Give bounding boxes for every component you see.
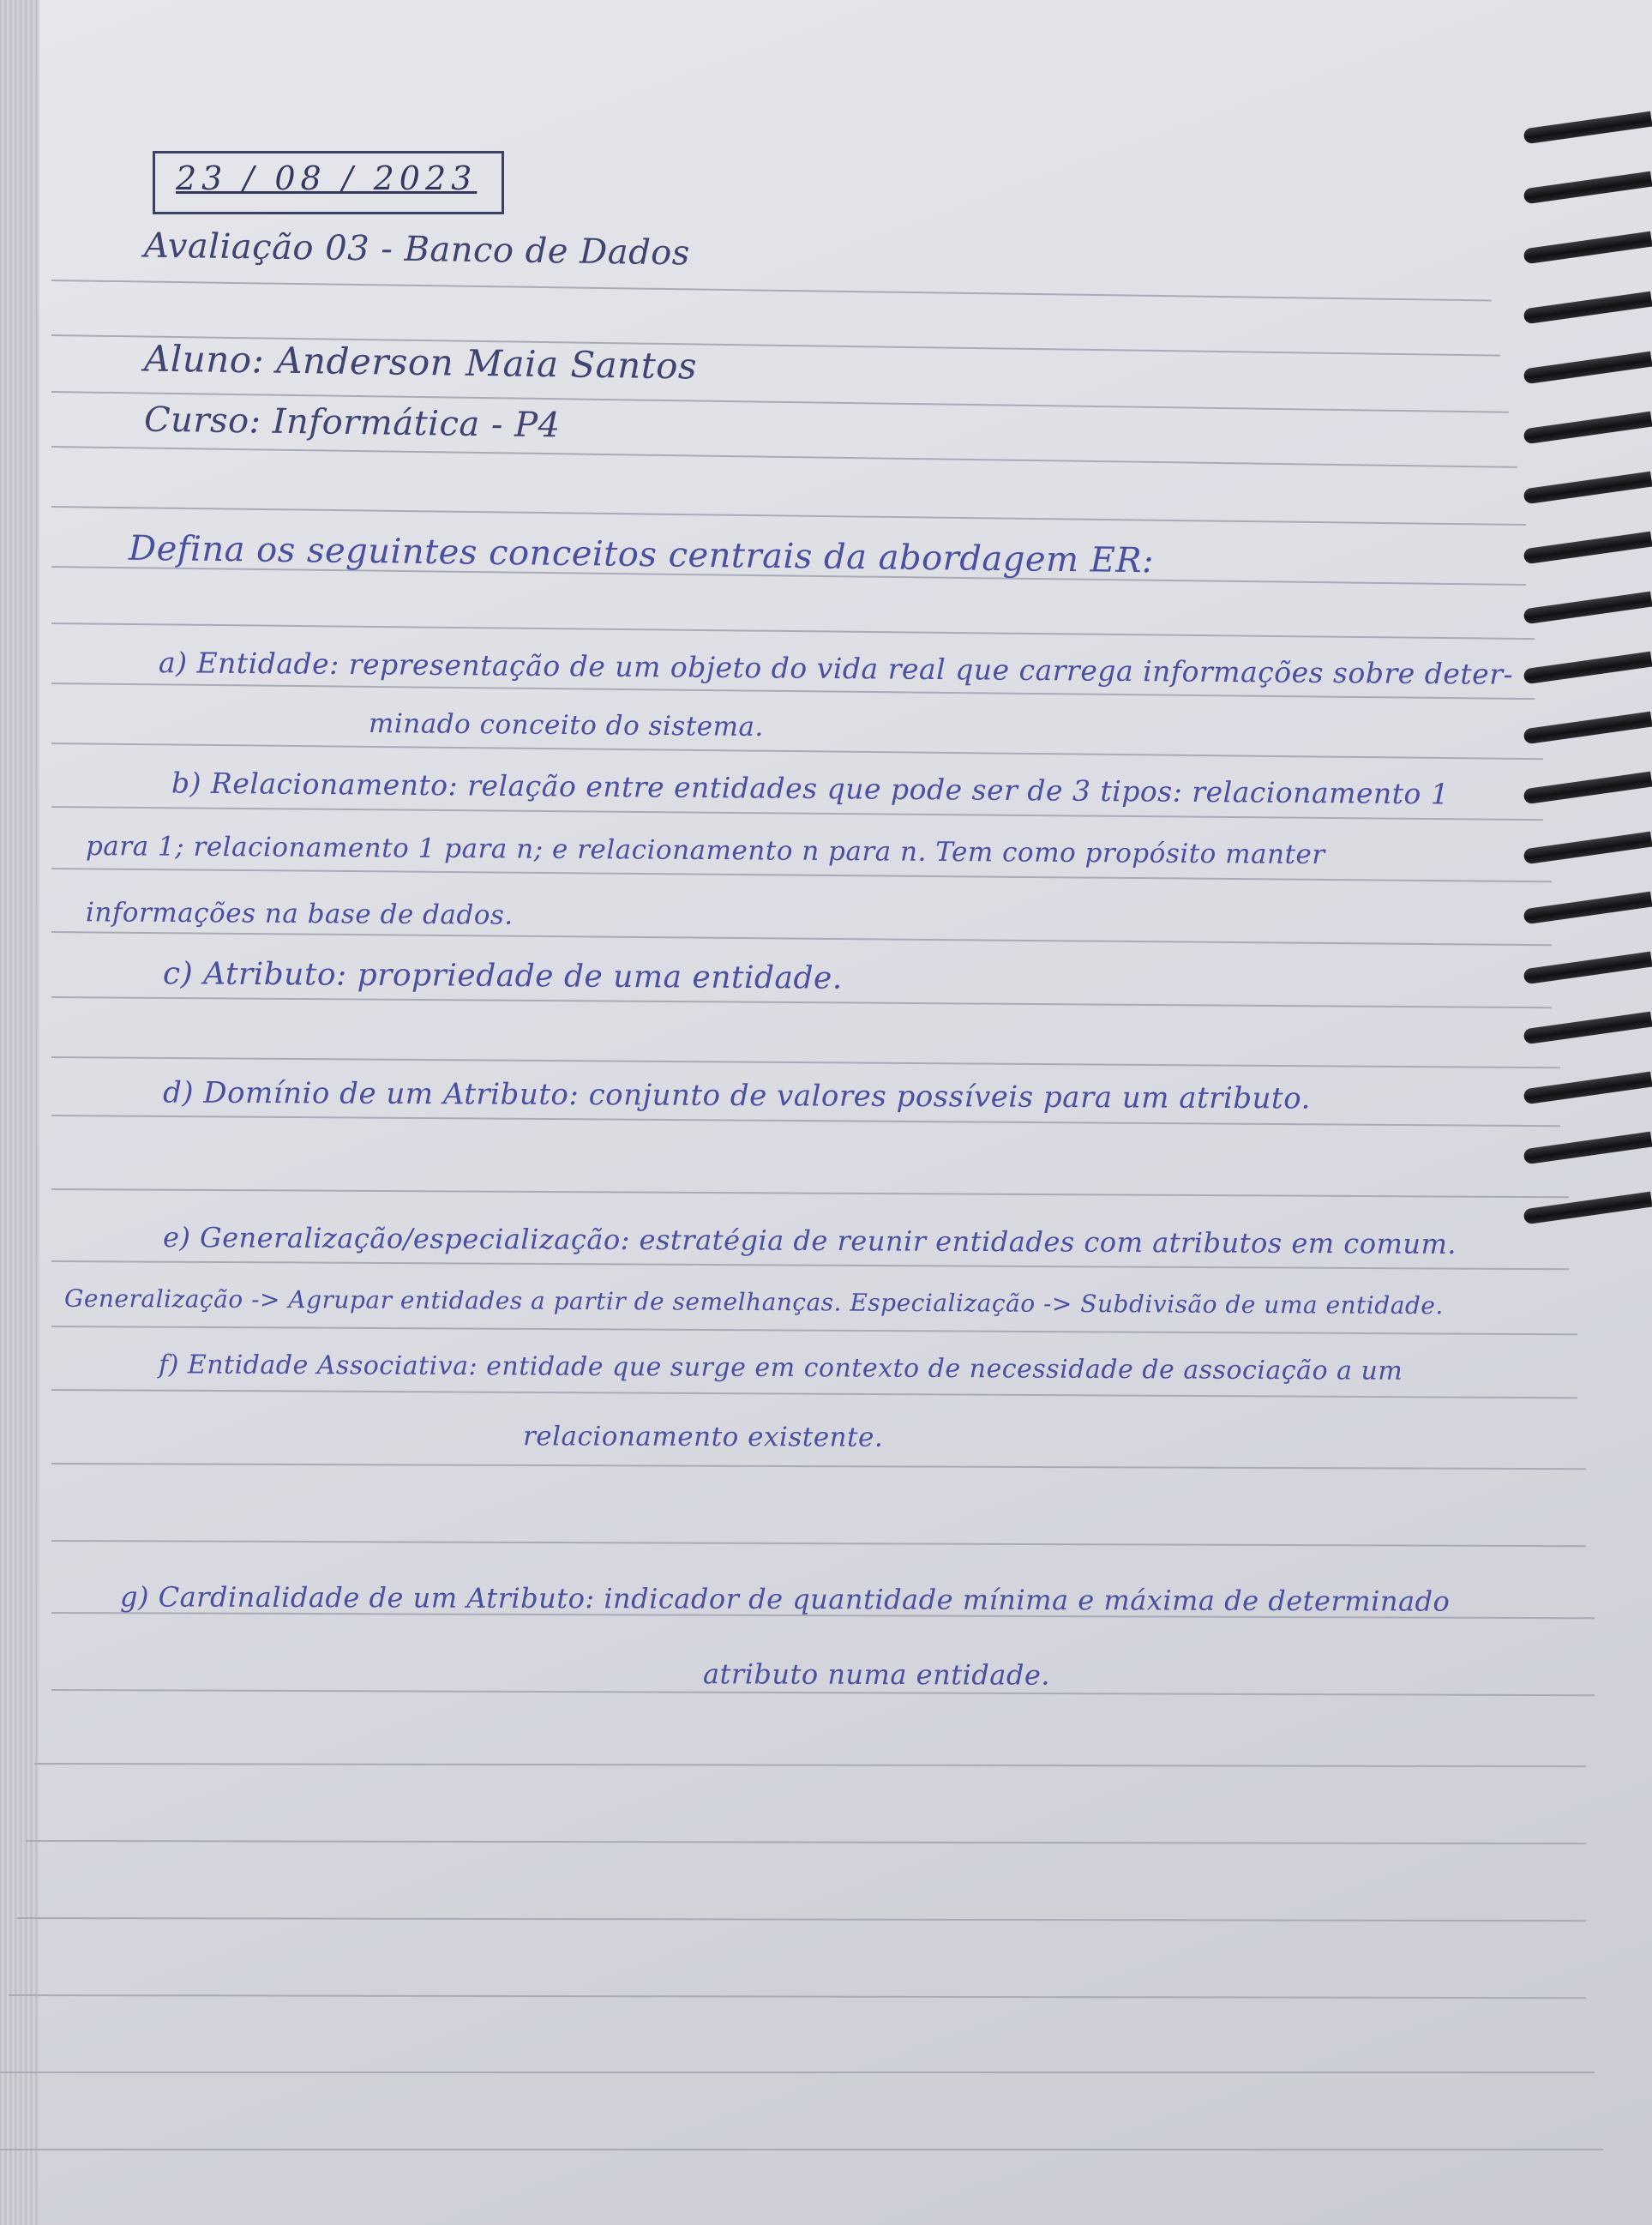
ruled-line	[0, 2149, 1603, 2150]
spiral-coil	[1523, 412, 1652, 445]
answer-b-line3: informações na base de dados.	[85, 897, 514, 931]
spiral-coil	[1523, 1132, 1652, 1165]
spiral-binding	[1498, 0, 1652, 2225]
answer-e-line2: Generalização -> Agrupar entidades a partir de semelhanças. Especialização -> Subdivisão de uma entidade.	[63, 1284, 1444, 1320]
answer-c-line1: c) Atributo: propriedade de uma entidade.	[162, 956, 843, 996]
spiral-coil	[1523, 472, 1652, 505]
ruled-line	[51, 446, 1517, 468]
answer-a-line1: a) Entidade: representação de um objeto do vida real que carrega informações sobre deter-	[158, 646, 1514, 691]
spiral-coil	[1523, 111, 1652, 145]
ruled-line	[9, 1994, 1586, 1999]
question-prompt: Defina os seguintes conceitos centrais da abordagem ER:	[128, 528, 1155, 581]
spiral-coil	[1523, 772, 1652, 805]
answer-b-line1: b) Relacionamento: relação entre entidades que pode ser de 3 tipos: relacionamento 1	[171, 766, 1450, 811]
ruled-line	[17, 1917, 1586, 1921]
spiral-coil	[1523, 892, 1652, 925]
spiral-coil	[1523, 292, 1652, 325]
spiral-coil	[1523, 232, 1652, 265]
ruled-line	[51, 1115, 1560, 1127]
page-edges	[0, 0, 39, 2225]
answer-d-line1: d) Domínio de um Atributo: conjunto de valores possíveis para um atributo.	[162, 1075, 1311, 1116]
ruled-line	[51, 622, 1535, 640]
ruled-line	[51, 1463, 1586, 1470]
spiral-coil	[1523, 352, 1652, 385]
ruled-line	[34, 1763, 1586, 1767]
spiral-coil	[1523, 712, 1652, 745]
answer-f-line2: relacionamento existente.	[522, 1421, 884, 1453]
ruled-line	[51, 1389, 1577, 1398]
ruled-line	[26, 1840, 1586, 1844]
spiral-coil	[1523, 832, 1652, 865]
ruled-line	[51, 506, 1526, 526]
ruled-line	[51, 1056, 1560, 1068]
ruled-line	[51, 1326, 1577, 1335]
spiral-coil	[1523, 1072, 1652, 1105]
spiral-coil	[1523, 1192, 1652, 1225]
spiral-coil	[1523, 171, 1652, 205]
answer-b-line2: para 1; relacionamento 1 para n; e relacionamento n para n. Tem como propósito manter	[85, 830, 1325, 871]
answer-g-line2: atributo numa entidade.	[702, 1657, 1051, 1692]
spiral-coil	[1523, 952, 1652, 985]
student-name: Aluno: Anderson Maia Santos	[143, 337, 698, 388]
ruled-line	[51, 1260, 1569, 1270]
answer-e-line1: e) Generalização/especialização: estratégia de reunir entidades com atributos em comum.	[162, 1221, 1457, 1260]
spiral-coil	[1523, 1012, 1652, 1045]
spiral-coil	[1523, 652, 1652, 685]
answer-a-line2: minado conceito do sistema.	[368, 707, 764, 743]
ruled-line	[51, 743, 1543, 760]
ruled-line	[51, 1540, 1586, 1547]
answer-g-line1: g) Cardinalidade de um Atributo: indicador de quantidade mínima e máxima de determinado	[119, 1580, 1451, 1618]
course-name: Curso: Informática - P4	[143, 400, 561, 446]
ruled-line	[51, 996, 1552, 1008]
ruled-line	[51, 280, 1492, 301]
answer-f-line1: f) Entidade Associativa: entidade que surge em contexto de necessidade de associação a um	[158, 1350, 1403, 1386]
spiral-coil	[1523, 532, 1652, 565]
ruled-line	[0, 2072, 1595, 2073]
ruled-line	[51, 1188, 1569, 1198]
date: 23 / 08 / 2023	[176, 159, 478, 197]
spiral-coil	[1523, 592, 1652, 625]
ruled-line	[51, 868, 1552, 882]
ruled-line	[51, 931, 1552, 946]
exam-title: Avaliação 03 - Banco de Dados	[143, 226, 691, 274]
